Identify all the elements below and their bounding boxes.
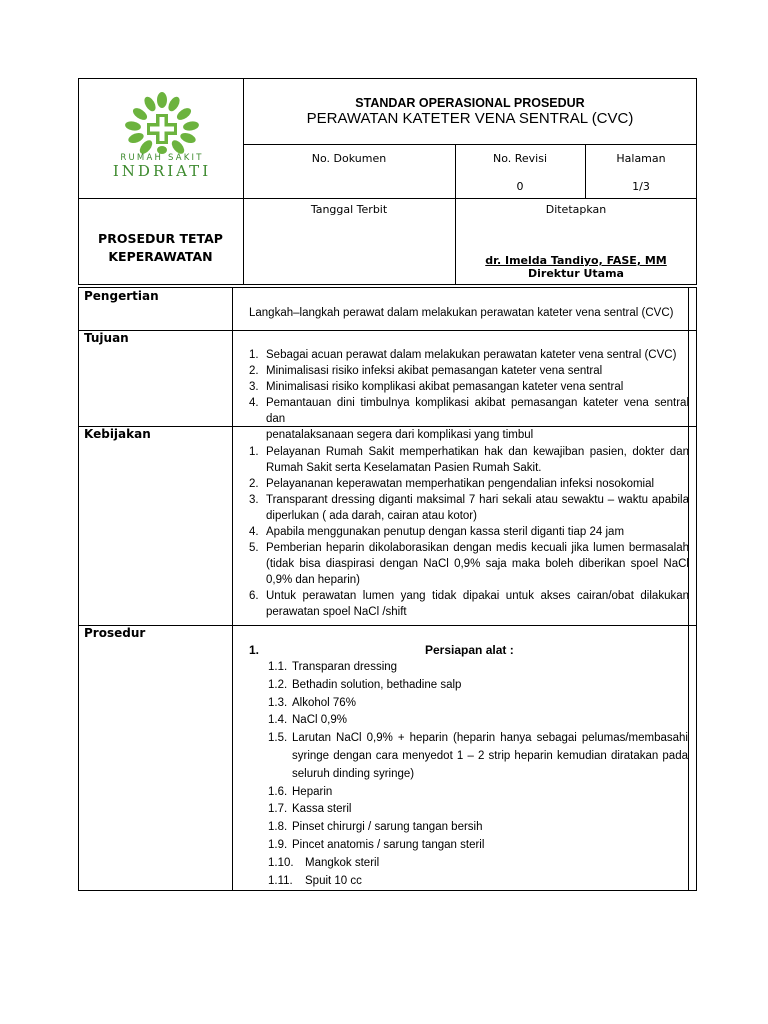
step-title: Persiapan alat :	[425, 643, 514, 657]
list-item: 1.9. Pincet anatomis / sarung tangan steril	[268, 838, 485, 851]
list-item: 1.1. Transparan dressing	[268, 661, 398, 673]
prosedur-list	[268, 659, 688, 890]
section-label-kebijakan: Kebijakan	[84, 427, 151, 441]
revision-value: 0	[516, 180, 524, 193]
signer-name: dr. Imelda Tandiyo, FASE, MM	[485, 254, 667, 267]
title-line2: PERAWATAN KATETER VENA SENTRAL (CVC)	[306, 110, 634, 127]
section-label-tujuan: Tujuan	[84, 331, 129, 345]
revision-label: No. Revisi	[492, 152, 548, 165]
section-label-prosedur: Prosedur	[84, 626, 146, 640]
list-item: 1.5. Larutan NaCl 0,9% + heparin (heparin hanya sebagai pelumas/membasahi syringe dengan cara menyedot 1 – 2 strip heparin kemudian diratakan pada seluruh dinding syringe)	[268, 732, 688, 780]
list-item: 1.6. Heparin	[268, 785, 333, 798]
approved-label: Ditetapkan	[545, 203, 607, 216]
list-item: 6. Untuk perawatan lumen yang tidak dipakai untuk akses cairan/obat dilakukan perawatan spoel NaCl /shift	[249, 590, 689, 618]
list-item: 1. Sebagai acuan perawat dalam melakukan perawatan kateter vena sentral (CVC)	[249, 349, 677, 361]
list-item: 5. Pemberian heparin dikolaborasikan dengan medis kecuali jika lumen bermasalah (tidak bisa diaspirasi dengan NaCl 0,9% saja maka boleh diberikan spoel NaCl 0,9% dan heparin)	[249, 542, 689, 586]
list-item: 3. Transparant dressing diganti maksimal 7 hari sekali atau sewaktu – waktu apabila diperlukan ( ada darah, cairan atau kotor)	[249, 494, 689, 522]
issue-date-label: Tanggal Terbit	[310, 203, 388, 216]
list-item: 1. Pelayanan Rumah Sakit memperhatikan hak dan kewajiban pasien, dokter dan Rumah Sakit serta Keselamatan Pasien Rumah Sakit.	[249, 446, 689, 474]
list-item: 1.11. Spuit 10 cc	[268, 874, 362, 887]
list-item: 1.3. Alkohol 76%	[268, 696, 356, 709]
list-item: 1.10. Mangkok steril	[268, 856, 380, 869]
list-item: 2. Minimalisasi risiko infeksi akibat pemasangan kateter vena sentral	[249, 365, 603, 377]
list-item: 1.8. Pinset chirurgi / sarung tangan bersih	[268, 821, 483, 834]
list-item: 1.2. Bethadin solution, bethadine salp	[268, 678, 462, 691]
title-line1: STANDAR OPERASIONAL PROSEDUR	[355, 96, 585, 110]
page-label: Halaman	[616, 152, 666, 165]
left-block-line2: KEPERAWATAN	[108, 249, 213, 264]
pengertian-text: Langkah–langkah perawat dalam melakukan perawatan kateter vena sentral (CVC)	[249, 307, 674, 319]
doc-number-label: No. Dokumen	[311, 152, 387, 165]
list-item: 2. Pelayananan keperawatan memperhatikan pengendalian infeksi nosokomial	[249, 478, 655, 490]
list-item: 4. Apabila menggunakan penutup dengan kassa steril diganti tiap 24 jam	[249, 526, 625, 538]
tujuan-list	[249, 347, 689, 443]
section-label-pengertian: Pengertian	[84, 289, 159, 303]
list-item: 3. Minimalisasi risiko komplikasi akibat pemasangan kateter vena sentral	[249, 381, 624, 393]
signer-title: Direktur Utama	[528, 267, 624, 280]
logo-line2: INDRIATI	[112, 162, 212, 180]
kebijakan-list	[249, 444, 689, 620]
leaf-cross-icon	[96, 92, 228, 154]
left-block-line1: PROSEDUR TETAP	[98, 231, 223, 246]
page-value: 1/3	[632, 180, 650, 193]
logo-line1: RUMAH SAKIT	[120, 153, 204, 163]
list-item: 4. Pemantauan dini timbulnya komplikasi akibat pemasangan kateter vena sentral dan penatalaksanaan segera dari komplikasi yang timbul	[249, 397, 689, 441]
list-item: 1.7. Kassa steril	[268, 803, 352, 816]
hospital-logo	[96, 92, 228, 182]
list-item: 1.4. NaCl 0,9%	[268, 714, 347, 727]
step-number: 1.	[249, 643, 260, 657]
